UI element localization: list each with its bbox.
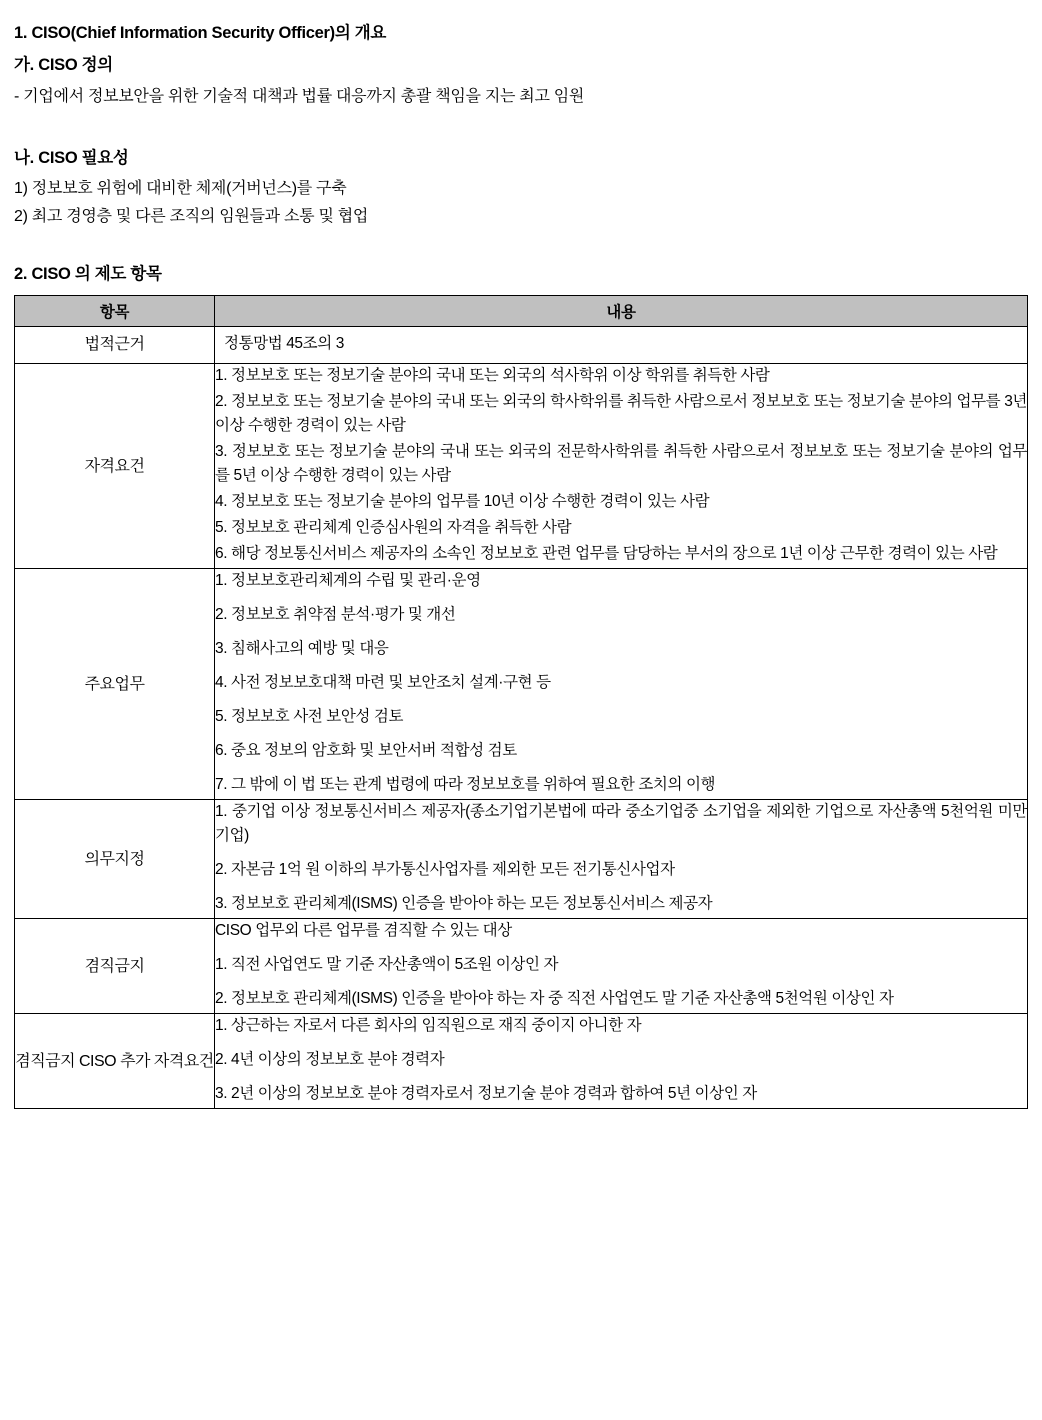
content-line: 3. 정보보호 또는 정보기술 분야의 국내 또는 외국의 전문학사학위를 취득한 사람으로서 정보보호 또는 정보기술 분야의 업무를 5년 이상 수행한 경력이 있는 사람	[215, 443, 1027, 485]
content-line: CISO 업무외 다른 업무를 겸직할 수 있는 대상	[215, 922, 512, 940]
content-line: 3. 침해사고의 예방 및 대응	[215, 640, 389, 658]
subsection-a-body: - 기업에서 정보보안을 위한 기술적 대책과 법률 대응까지 총괄 책임을 지는 최고 임원	[14, 87, 585, 105]
subsection-b-item-2: 2) 최고 경영층 및 다른 조직의 임원들과 소통 및 협업	[14, 207, 369, 225]
content-line: 3. 2년 이상의 정보보호 분야 경력자로서 정보기술 분야 경력과 합하여 5년 이상인 자	[215, 1085, 757, 1103]
table-header-row	[15, 296, 1028, 327]
content-line: 2. 정보보호 관리체계(ISMS) 인증을 받아야 하는 자 중 직전 사업연도 말 기준 자산총액 5천억원 이상인 자	[215, 990, 894, 1008]
content-line: 1. 상근하는 자로서 다른 회사의 임직원으로 재직 중이지 아니한 자	[215, 1017, 642, 1035]
section-2-title: 2. CISO 의 제도 항목	[14, 264, 162, 283]
table-row	[15, 364, 1028, 569]
table-row	[15, 1014, 1028, 1109]
content-line: 2. 4년 이상의 정보보호 분야 경력자	[215, 1051, 445, 1069]
row-content-mandatory-designation	[215, 800, 1028, 919]
content-line: 1. 중기업 이상 정보통신서비스 제공자(종소기업기본법에 따라 중소기업중 소기업을 제외한 기업으로 자산총액 5천억원 미만 기업)	[215, 803, 1027, 845]
table-header-item: 항목	[15, 296, 215, 327]
content-line: 5. 정보보호 관리체계 인증심사원의 자격을 취득한 사람	[215, 519, 572, 537]
content-line: 3. 정보보호 관리체계(ISMS) 인증을 받아야 하는 모든 정보통신서비스 제공자	[215, 895, 713, 913]
content-line: 6. 해당 정보통신서비스 제공자의 소속인 정보보호 관련 업무를 담당하는 부서의 장으로 1년 이상 근무한 경력이 있는 사람	[215, 545, 998, 563]
row-content-main-duties	[215, 569, 1028, 800]
content-line: 6. 중요 정보의 암호화 및 보안서버 적합성 검토	[215, 742, 517, 760]
content-line: 1. 정보보호관리체계의 수립 및 관리·운영	[215, 572, 481, 590]
content-line: 1. 직전 사업연도 말 기준 자산총액이 5조원 이상인 자	[215, 956, 559, 974]
section-1-title: 1. CISO(Chief Information Security Officer)의 개요	[14, 24, 387, 42]
content-line: 7. 그 밖에 이 법 또는 관계 법령에 따라 정보보호를 위하여 필요한 조치의 이행	[215, 776, 716, 794]
table-header-content: 내용	[215, 296, 1028, 327]
table-row	[15, 327, 1028, 364]
content-line: 1. 정보보호 또는 정보기술 분야의 국내 또는 외국의 석사학위 이상 학위를 취득한 사람	[215, 367, 770, 385]
content-line: 5. 정보보호 사전 보안성 검토	[215, 708, 404, 726]
row-label-additional-qualifications: 겸직금지 CISO 추가 자격요건	[15, 1014, 215, 1109]
row-label-mandatory-designation: 의무지정	[15, 800, 215, 919]
subsection-b-title: 나. CISO 필요성	[14, 148, 129, 167]
row-content-legal-basis	[215, 327, 1028, 364]
row-label-main-duties: 주요업무	[15, 569, 215, 800]
table-row	[15, 919, 1028, 1014]
content-line: 2. 자본금 1억 원 이하의 부가통신사업자를 제외한 모든 전기통신사업자	[215, 861, 675, 879]
subsection-a-title: 가. CISO 정의	[14, 56, 113, 75]
row-content-additional-qualifications	[215, 1014, 1028, 1109]
row-content-qualifications	[215, 364, 1028, 569]
content-line: 정통망법 45조의 3	[224, 335, 344, 353]
content-line: 4. 사전 정보보호대책 마련 및 보안조치 설계·구현 등	[215, 674, 551, 692]
content-line: 2. 정보보호 취약점 분석·평가 및 개선	[215, 606, 456, 624]
table-row	[15, 800, 1028, 919]
subsection-b-item-1: 1) 정보보호 위험에 대비한 체제(거버넌스)를 구축	[14, 179, 347, 197]
table-row	[15, 569, 1028, 800]
row-label-legal-basis: 법적근거	[15, 327, 215, 364]
spacer	[14, 233, 1028, 259]
spacer	[14, 113, 1028, 139]
content-line: 2. 정보보호 또는 정보기술 분야의 국내 또는 외국의 학사학위를 취득한 사람으로서 정보보호 또는 정보기술 분야의 업무를 3년 이상 수행한 경력이 있는 사람	[215, 393, 1027, 435]
content-line: 4. 정보보호 또는 정보기술 분야의 업무를 10년 이상 수행한 경력이 있는 사람	[215, 493, 710, 511]
ciso-system-table	[14, 295, 1028, 1109]
row-label-concurrent-prohibition: 겸직금지	[15, 919, 215, 1014]
row-content-concurrent-prohibition	[215, 919, 1028, 1014]
row-label-qualifications: 자격요건	[15, 364, 215, 569]
